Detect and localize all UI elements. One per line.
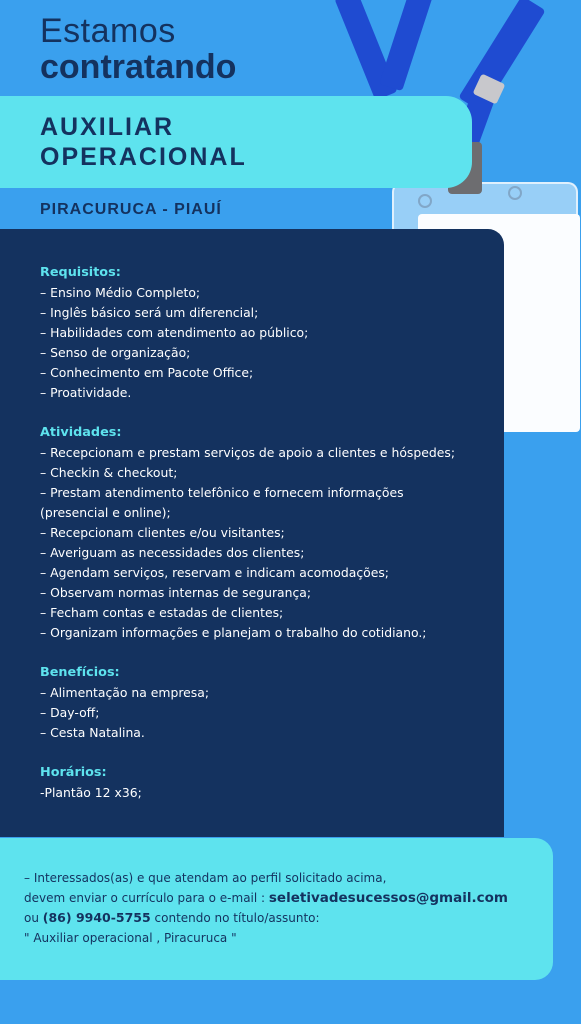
contact-line2-prefix: devem enviar o currículo para o e-mail : [24, 891, 269, 905]
list-item: – Prestam atendimento telefônico e fornecem informações [40, 485, 404, 500]
role-banner [0, 96, 472, 188]
list-item: – Ensino Médio Completo; [40, 285, 201, 300]
list-item: – Agendam serviços, reservam e indicam acomodações; [40, 565, 389, 580]
details-panel [0, 229, 504, 837]
headline [40, 14, 236, 84]
section-atividades [40, 423, 488, 643]
list-item: -Plantão 12 x36; [40, 785, 142, 800]
list-item: – Senso de organização; [40, 345, 191, 360]
section-title: Atividades: [40, 425, 122, 440]
list-item: (presencial e online); [40, 505, 171, 520]
role-line1: AUXILIAR [40, 113, 175, 141]
contact-line3 [24, 908, 508, 928]
list-item: – Fecham contas e estadas de clientes; [40, 605, 284, 620]
contact-email-link[interactable]: seletivadesucessos@gmail.com [268, 890, 508, 906]
details-content [40, 263, 488, 803]
list-item: – Inglês básico será um diferencial; [40, 305, 259, 320]
contact-footer [0, 838, 553, 980]
contact-line4: " Auxiliar operacional , Piracuruca " [24, 931, 237, 945]
headline-line1: Estamos [40, 12, 176, 50]
list-item: – Recepcionam e prestam serviços de apoio a clientes e hóspedes; [40, 445, 455, 460]
headline-line2: contratando [40, 48, 237, 86]
location-label: PIRACURUCA - PIAUÍ [40, 201, 222, 218]
contact-line3-prefix: ou [24, 911, 43, 925]
list-item: – Averiguam as necessidades dos clientes; [40, 545, 305, 560]
contact-line1: – Interessados(as) e que atendam ao perfil solicitado acima, [24, 871, 387, 885]
list-item: – Habilidades com atendimento ao público; [40, 325, 309, 340]
list-item: – Day-off; [40, 705, 100, 720]
section-requisitos [40, 263, 488, 403]
list-item: – Proatividade. [40, 385, 132, 400]
section-title: Benefícios: [40, 665, 120, 680]
section-title: Horários: [40, 765, 107, 780]
list-item: – Alimentação na empresa; [40, 685, 210, 700]
section-title: Requisitos: [40, 265, 121, 280]
contact-phone: (86) 9940-5755 [42, 910, 151, 925]
lanyard-strap-center [379, 0, 433, 91]
section-beneficios [40, 663, 488, 743]
list-item: – Cesta Natalina. [40, 725, 145, 740]
list-item: – Conhecimento em Pacote Office; [40, 365, 254, 380]
badge-hole-right [508, 186, 522, 200]
contact-line3-suffix: contendo no título/assunto: [150, 911, 320, 925]
list-item: – Checkin & checkout; [40, 465, 178, 480]
contact-text [24, 868, 508, 948]
contact-line2 [24, 888, 508, 908]
list-item: – Recepcionam clientes e/ou visitantes; [40, 525, 285, 540]
list-item: – Observam normas internas de segurança; [40, 585, 312, 600]
list-item: – Organizam informações e planejam o trabalho do cotidiano.; [40, 625, 427, 640]
role-title [40, 112, 247, 172]
badge-hole-left [418, 194, 432, 208]
section-horarios [40, 763, 488, 803]
role-line2: OPERACIONAL [40, 143, 247, 171]
